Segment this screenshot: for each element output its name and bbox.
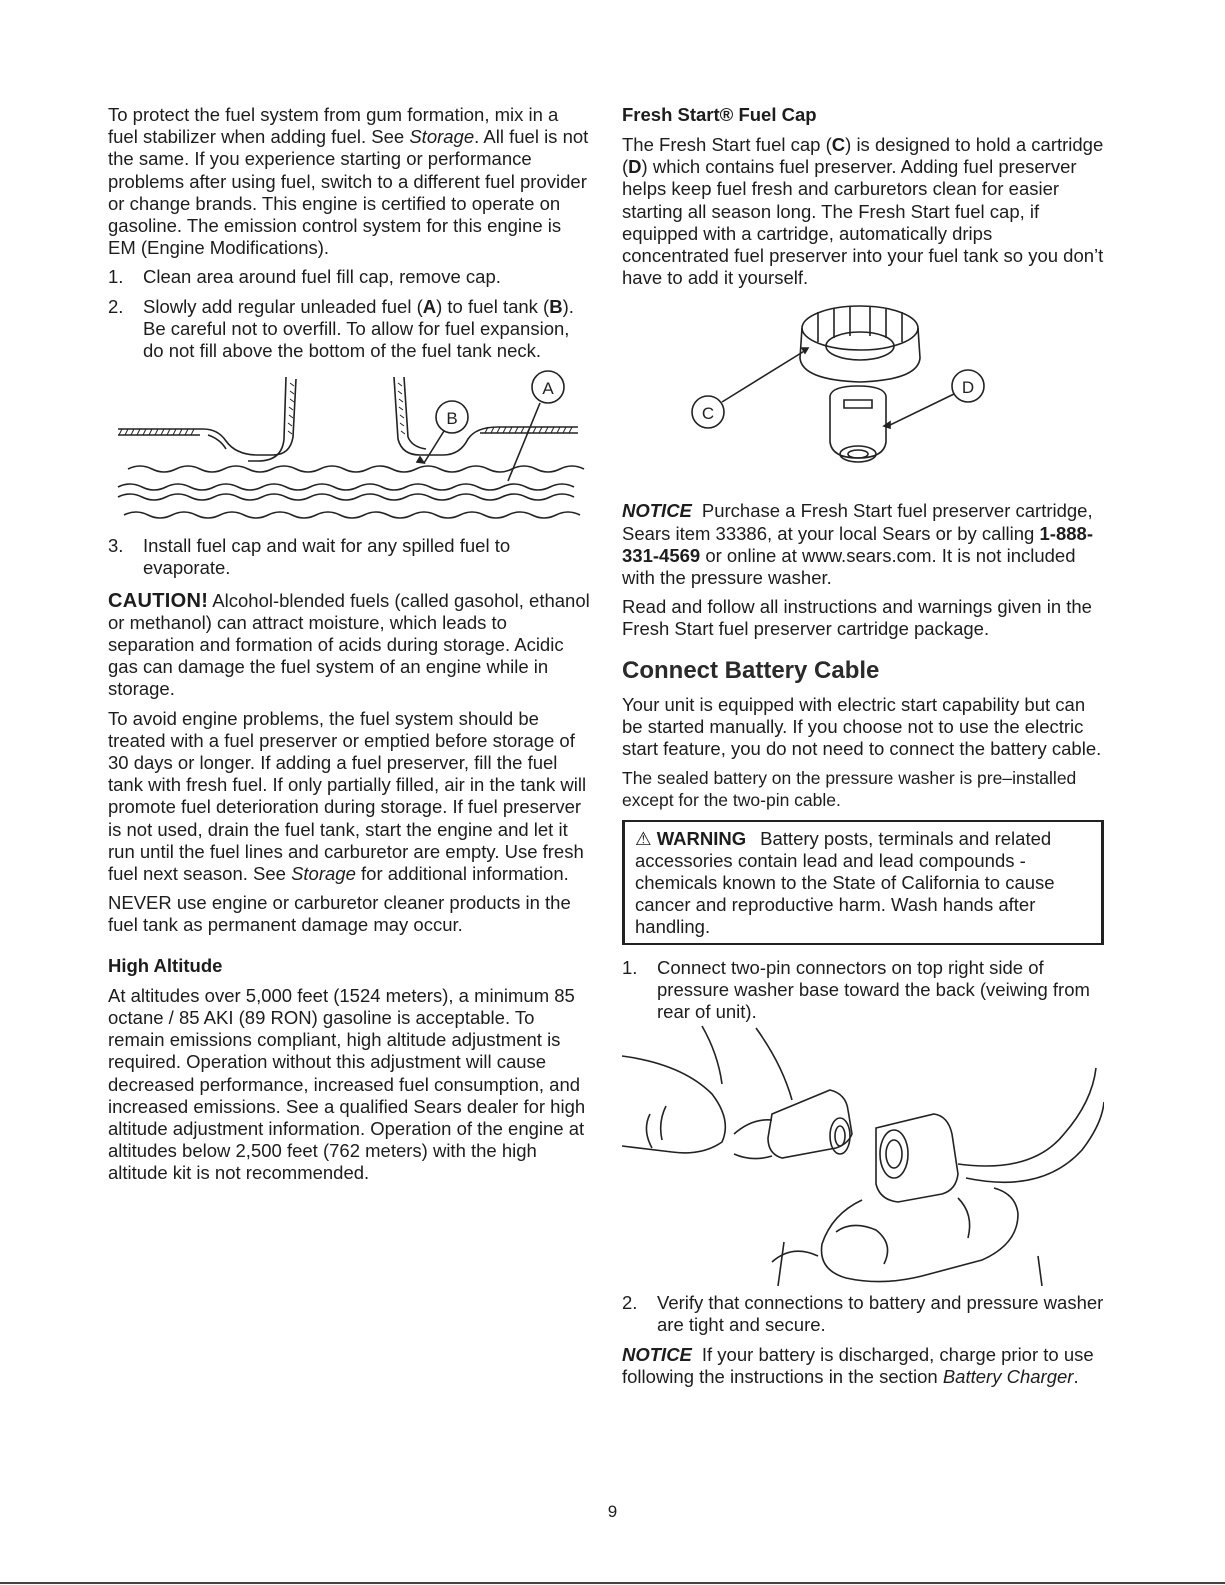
label-a: A — [542, 379, 554, 399]
warning-box — [622, 820, 1104, 945]
warning-text: ⚠ WARNING Battery posts, terminals and related accessories contain lead and lead compounds - chemicals known to the State of California to cause cancer and reproductive harm. Wash hands after handling. — [635, 827, 1055, 938]
sealed-battery-paragraph: The sealed battery on the pressure washer is pre–installed except for the two-pin cable. — [622, 768, 1077, 811]
high-altitude-heading: High Altitude — [108, 954, 223, 976]
caution-label: CAUTION! — [108, 589, 209, 612]
left-column — [108, 104, 593, 1192]
list-item: 2. Slowly add regular unleaded fuel (A) to fuel tank (B). Be careful not to overfill. To allow for fuel expansion, do not fill above the bottom of the fuel tank neck. — [108, 295, 574, 362]
label-d: D — [961, 378, 975, 398]
list-item: 3. Install fuel cap and wait for any spilled fuel to evaporate. — [108, 535, 511, 579]
fuel-steps-list — [108, 266, 593, 362]
warning-label: WARNING — [656, 827, 747, 849]
label-b: B — [446, 409, 458, 429]
connect-battery-heading: Connect Battery Cable — [622, 656, 880, 684]
fuel-stabilizer-paragraph: To protect the fuel system from gum formation, mix in a fuel stabilizer when adding fuel. See Storage. All fuel is not the same. If you experience starting or performance problems after using fuel, switch to a different fuel provider or change brands. This engine is certified to operate on gasoline. The emission control system for this engine is EM (Engine Modifications). — [108, 104, 589, 259]
fuel-cap-diagram — [622, 296, 1104, 486]
page-number: 9 — [607, 1502, 618, 1521]
never-paragraph: NEVER use engine or carburetor cleaner products in the fuel tank as permanent damage may occur. — [108, 892, 571, 936]
battery-connector-diagram — [622, 1024, 1104, 1286]
fresh-start-paragraph: The Fresh Start fuel cap (C) is designed to hold a cartridge (D) which contains fuel preserver. Adding fuel preserver helps keep fuel fresh and carburetors clean for easier starting all season long. The Fresh Start fuel cap, if equipped with a cartridge, automatically drips concentrated fuel preserver into your fuel tank so you don’t have to add it yourself. — [622, 134, 1104, 289]
notice-purchase-paragraph: NOTICE Purchase a Fresh Start fuel preserver cartridge, Sears item 33386, at your local Sears or by calling 1-888-331-4569 or online at www.sears.com. It is not included with the pressure washer. — [622, 500, 1093, 589]
avoid-problems-paragraph: To avoid engine problems, the fuel system should be treated with a fuel preserver or emptied before storage of 30 days or longer. If adding a fuel preserver, fill the fuel tank with fresh fuel. If only partially filled, air in the tank will promote fuel deterioration during storage. If fuel preserver is not used, drain the fuel tank, start the engine and let it run until the fuel lines and carburetor are empty. Use fresh fuel next season. See Storage for additional information. — [108, 707, 587, 885]
bottom-divider — [0, 1582, 1225, 1584]
notice-label: NOTICE — [622, 500, 692, 522]
phone-number: 1-888-331-4569 — [622, 522, 1093, 566]
caution-paragraph: CAUTION! Alcohol-blended fuels (called gasohol, ethanol or methanol) can attract moisture, which leads to separation and formation of acids during storage. Acidic gas can damage the fuel system of an engine while in storage. — [108, 589, 590, 700]
notice-label: NOTICE — [622, 1343, 692, 1365]
battery-steps-list-cont — [622, 1292, 1104, 1336]
fresh-start-heading: Fresh Start® Fuel Cap — [622, 104, 817, 125]
list-item: 2. Verify that connections to battery and pressure washer are tight and secure. — [622, 1292, 1104, 1336]
notice-discharged-paragraph: NOTICE If your battery is discharged, charge prior to use following the instructions in the section Battery Charger. — [622, 1343, 1094, 1387]
label-c: C — [701, 404, 715, 424]
warning-triangle-icon: ⚠ — [635, 827, 652, 849]
battery-steps-list — [622, 957, 1104, 1024]
battery-paragraph: Your unit is equipped with electric start capability but can be started manually. If you choose not to use the electric start feature, you do not need to connect the battery cable. — [622, 693, 1102, 760]
fuel-tank-diagram — [108, 369, 593, 529]
list-item: 1. Connect two-pin connectors on top right side of pressure washer base toward the back (veiwing from rear of unit). — [622, 956, 1090, 1023]
right-column — [622, 104, 1104, 1395]
high-altitude-paragraph: At altitudes over 5,000 feet (1524 meters), a minimum 85 octane / 85 AKI (89 RON) gasoline is acceptable. To remain emissions compliant, high altitude adjustment is required. Operation without this adjustment will cause decreased performance, increased fuel consumption, and increased emissions. See a qualified Sears dealer for high altitude adjustment information. Operation of the engine at altitudes below 2,500 feet (762 meters) with the high altitude kit is not recommended. — [108, 984, 586, 1184]
list-item: 1. Clean area around fuel fill cap, remove cap. — [108, 266, 501, 288]
read-follow-paragraph: Read and follow all instructions and warnings given in the Fresh Start fuel preserver cartridge package. — [622, 596, 1092, 640]
fuel-steps-list-cont — [108, 535, 593, 579]
